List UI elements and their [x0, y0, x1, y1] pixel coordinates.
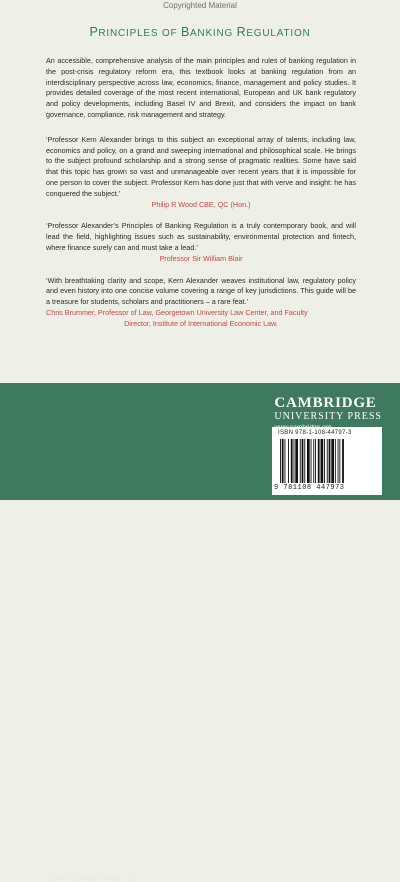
- barcode-digits: 9 781108 447973: [274, 484, 345, 492]
- title-part-rinciples: RINCIPLES OF: [98, 28, 182, 39]
- quote-2-text: ‘Professor Alexander’s Principles of Banking Regulation is a truly contemporary book, and will lead the field, highlighting issues such as sustainability, environmental protection and fintech, where finance surely can and must take a lead.’: [46, 221, 356, 252]
- quote-1: [46, 135, 356, 211]
- title-part-anking: ANKING: [189, 28, 237, 39]
- title-letter-p: P: [89, 25, 99, 39]
- barcode: [272, 427, 382, 495]
- publisher-name-line1: CAMBRIDGE: [274, 395, 377, 411]
- quote-2: [46, 221, 356, 264]
- title-letter-r: R: [236, 25, 247, 39]
- copyright-notice: Copyrighted Material: [163, 1, 237, 10]
- back-cover-text: [46, 56, 356, 341]
- title-letter-b: B: [181, 25, 190, 39]
- quote-2-author: Professor Sir William Blair: [159, 253, 243, 263]
- isbn-label: ISBN 978-1-108-44797-3: [278, 430, 352, 436]
- publisher-name-line2: UNIVERSITY PRESS: [274, 411, 382, 422]
- quote-3: [46, 276, 356, 330]
- cover-designer-credit: COVER DESIGNED BY BOB LOCK: [46, 877, 139, 882]
- quote-3-text: ‘With breathtaking clarity and scope, Kern Alexander weaves institutional law, regulatory policy and even history into one concise volume covering a range of key jurisdictions. This guide will be a treasure for students, scholars and practitioners – a rare feat.’: [46, 275, 356, 307]
- book-title: [0, 25, 400, 39]
- quote-3-author-line2: Director, Institute of International Economic Law.: [124, 318, 278, 328]
- quote-1-text: ‘Professor Kern Alexander brings to this subject an exceptional array of talents, including law, economics and policy, on a grand and sweeping international and philosophical scale. He brings to the subject profound scholarship and a strong sense of pragmatic realities. Some have said that this topic has grown so vast and unmanageable over recent years that it is impossible for one person to cover the subject. Professor Kern has done just that with verve and insight: he has conquered the subject.’: [46, 134, 356, 198]
- quote-1-author: Philip R Wood CBE, QC (Hon.): [151, 199, 251, 209]
- barcode-bars: [278, 439, 376, 483]
- book-description: An accessible, comprehensive analysis of the main principles and rules of banking regulation in the post-crisis regulatory reform era, this textbook looks at banking regulation from an interdisciplinary perspective across law, economics, finance, management and policy studies. It provides detailed coverage of the most recent international, European and UK bank regulatory and policy developments, including Basel IV and Brexit, and considers the impact on bank governance, compliance, risk management and strategy.: [46, 56, 356, 119]
- quote-3-author-line1: Chris Brummer, Professor of Law, Georgetown University Law Center, and Faculty: [46, 307, 308, 317]
- title-part-egulation: EGULATION: [246, 28, 311, 39]
- footer-band: [0, 383, 400, 882]
